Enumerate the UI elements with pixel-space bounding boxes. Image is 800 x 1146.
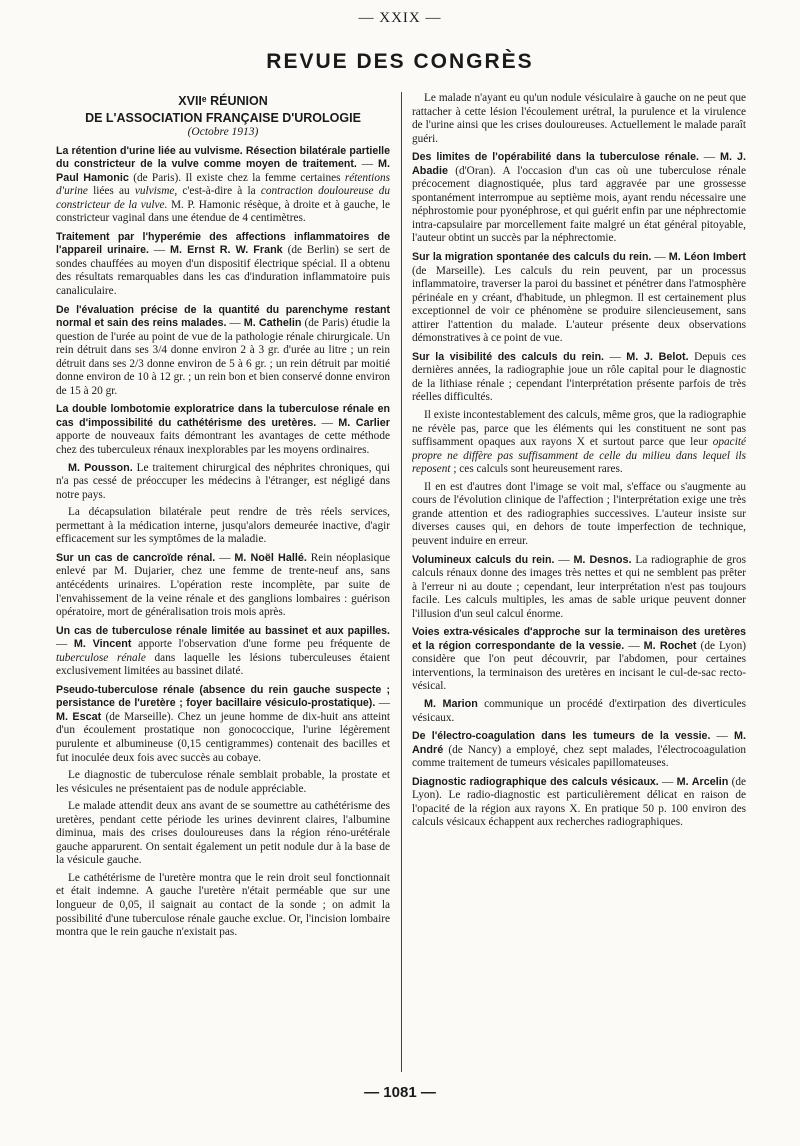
article-italic: tuberculose rénale [56, 651, 146, 664]
article-paragraph: Le malade n'ayant eu qu'un nodule vésiculaire à gauche on ne peut que rattacher à cette lésion l'écoulement urétral, la purulence et la virulence de l'urine ainsi que les crises douloureuses. Actuellement le malade paraît guéri. [412, 92, 746, 145]
article-vincent: Un cas de tuberculose rénale limitée au bassinet et aux papilles. — M. Vincent apporte l'observation d'une forme peu fréquente de tuberculose rénale dans laquelle les lésions tuberculeuses étaient exclusivement limitées au bassinet dilaté. [56, 624, 390, 678]
article-text: Il en est d'autres dont l'image se voit mal, s'efface ou s'augmente au cours de l'évolution clinique de l'affection ; l'interprétation exige une très grande attention et des radiographies successives. L'auteur insiste sur diverses causes qui, en dehors de toute imperfection de technique, peuvent induire en erreur. [412, 480, 746, 547]
article-author: M. Pousson. [68, 461, 133, 474]
article-marion [412, 698, 746, 725]
article-text: La radiographie de gros calculs rénaux donne des images très nettes et qui ne semblent pas prêter à l'erreur ni au doute ; cependant, leur interprétation n'est pas toujours facile. Les calculs multiples, les amas de sable urique peuvent donner l'illusion d'un seul calcul énorme. [412, 553, 746, 620]
article-text: (de Marseille). Les calculs du rein peuvent, par un processus inflammatoire, traverser la paroi du bassinet et pénétrer dans l'atmosphère périnéale en y créant, d'habitude, un phlegmon. Il est certainement plus exceptionnel de voir ce phénomène se produire silencieusement, sans attirer l'attention du malade. L'auteur présente deux observations démonstratives à ce point de vue. [412, 264, 746, 345]
article-text: liées au [87, 185, 135, 198]
article-text: (de Berlin) se sert de sondes chauffées au moyen d'un dispositif électrique spécial. Il a obtenu des résultats remarquables dans les cas d'induration inflammatoire puis canaliculaire. [56, 244, 390, 298]
article-hamonic: La rétention d'urine liée au vulvisme. Résection bilatérale partielle du constricteur de la vulve comme moyen de traitement. — M. Paul Hamonic (de Paris). Il existe chez la femme certaines rétentions d'urine liées au vulvisme, c'est-à-dire à la contraction douloureuse du constricteur de la vulve. M. P. Hamonic résèque, à droite et à gauche, le constricteur vaginal dans une étendue de 4 centimètres. [56, 144, 390, 225]
left-column [56, 92, 390, 1077]
article-imbert: Sur la migration spontanée des calculs du rein. — M. Léon Imbert (de Marseille). Les calculs du rein peuvent, par un processus inflammatoire, traverser la paroi du bassinet et pénétrer dans l'atmosphère périnéale en y créant, d'habitude, un phlegmon. Il est certainement plus exceptionnel de voir ce phénomène se produire silencieusement, sans attirer l'attention du malade. L'auteur présente deux observations démonstratives à ce point de vue. [412, 251, 746, 345]
article-author: M. Carlier [338, 416, 390, 429]
page-number: — 1081 — [364, 1084, 436, 1101]
article-title: Traitement par l'hyperémie des affections inflammatoires de l'appareil urinaire. [56, 230, 390, 257]
article-title: Sur la migration spontanée des calculs du rein. [412, 251, 652, 264]
article-belot: Sur la visibilité des calculs du rein. — M. J. Belot. Depuis ces dernières années, la radiographie joue un rôle capital pour le diagnostic de la lithiase rénale ; cependant l'interprétation présente parfois de très réelles difficultés. [412, 350, 746, 404]
article-title: La rétention d'urine liée au vulvisme. Résection bilatérale partielle du constricteur de la vulve comme moyen de traitement. [56, 144, 390, 171]
article-paragraph: Le cathétérisme de l'uretère montra que le rein droit seul fonctionnait et était indemne. A gauche l'uretère n'était perméable que sur une longueur de 0,05, il saignait au contact de la sonde ; on admit la possibilité d'une tuberculose rénale gauche exclue. Or, l'incision lombaire montra que le rein gauche n'existait pas. [56, 871, 390, 939]
article-text: Le traitement chirurgical des néphrites chroniques, qui n'a pas cessé de préoccuper les médecins à l'étranger, est négligé dans notre pays. [56, 461, 390, 501]
article-author: M. J. Abadie [412, 151, 746, 177]
article-paragraph [56, 506, 390, 547]
article-halle: Sur un cas de cancroïde rénal. — M. Noël Hallé. Rein néoplasique enlevé par M. Dujarier, chez une femme de trente-neuf ans, sans antécédents urinaires. L'opération reste incomplète, par suite de l'envahissement de la veine rénale et des ganglions lombaires : guérison opératoire, mort de généralisation trois mois après. [56, 551, 390, 619]
article-title: Diagnostic radiographique des calculs vésicaux. [412, 775, 659, 788]
article-andre: De l'électro-coagulation dans les tumeurs de la vessie. — M. André (de Nancy) a employé, chez sept malades, l'électrocoagulation comme traitement de tumeurs vésicales papillomateuses. [412, 730, 746, 770]
article-text: dans laquelle les lésions tuberculeuses étaient exclusivement limitées au bassinet dilaté. [56, 651, 390, 678]
article-title: Sur la visibilité des calculs du rein. [412, 350, 604, 363]
article-frank: Traitement par l'hyperémie des affections inflammatoires de l'appareil urinaire. — M. Ernst R. W. Frank (de Berlin) se sert de sondes chauffées au moyen d'un dispositif électrique spécial. Il a obtenu des résultats remarquables dans les cas d'induration inflammatoire puis canaliculaire. [56, 230, 390, 298]
article-text: Rein néoplasique enlevé par M. Dujarier, chez une femme de trente-neuf ans, sans antécédents urinaires. L'opération reste incomplète, par suite de l'envahissement de la veine rénale et des ganglions lombaires : guérison opératoire, mort de généralisation trois mois après. [56, 551, 390, 619]
article-title: Voies extra-vésicales d'approche sur la terminaison des uretères et la région correspondante de la vessie. [412, 626, 746, 652]
article-paragraph [412, 481, 746, 549]
article-author: M. Rochet [643, 639, 697, 652]
article-title: La double lombotomie exploratrice dans la tuberculose rénale en cas d'impossibilité du cathétérisme des uretères. [56, 403, 390, 429]
article-author: M. Ernst R. W. Frank [170, 244, 283, 257]
article-title: Un cas de tuberculose rénale limitée au bassinet et aux papilles. [56, 624, 390, 637]
page-roman-number: — XXIX — [358, 10, 442, 26]
article-author: M. André [412, 730, 746, 756]
article-title: Sur un cas de cancroïde rénal. [56, 551, 216, 564]
article-author: M. Vincent [73, 638, 132, 651]
article-paragraph [412, 409, 746, 477]
page-title: REVUE DES CONGRÈS [266, 50, 534, 73]
article-author: M. J. Belot. [626, 350, 689, 363]
article-italic: vulvisme, [134, 185, 178, 198]
conference-date: (Octobre 1913) [187, 126, 259, 138]
article-text: (de Paris) étudie la question de l'urée au point de vue de la pathologie rénale chirurgicale. Un rein détruit dans ses 3/4 donne environ 2 à 3 gr. d'urée au litre ; un rein détruit dans ses 2/3 donne environ de 5 à 6 gr. ; un rein détruit par moitié donne environ de 10 à 12 gr. ; un rein bon et bien conservé donne environ de 15 à 20 gr. [56, 317, 390, 397]
column-divider [401, 92, 402, 1072]
article-text: (de Lyon) considère que l'on peut découvrir, par l'abdomen, pour certaines interventions, la terminaison des uretères en incisant le cul-de-sac recto-vésical. [412, 639, 746, 693]
article-escat: Pseudo-tuberculose rénale (absence du rein gauche suspecte ; persistance de l'uretère ; foyer bacillaire vésiculo-prostatique). — M. Escat (de Marseille). Chez un jeune homme de dix-huit ans atteint d'un écoulement prostatique non gonococcique, l'urine légèrement purulente et albumineuse (0,15 centigrammes) contenait des bacilles et fut inoculée deux fois avec succès au cobaye. [56, 683, 390, 764]
article-text: c'est-à-dire à la [177, 185, 261, 198]
article-pousson [56, 462, 390, 503]
article-italic: rétentions d'urine [56, 171, 390, 198]
article-text: ; ces calculs sont heureusement rares. [450, 463, 623, 476]
article-author: M. Escat [56, 710, 102, 723]
article-author: M. Desnos. [573, 553, 632, 566]
article-text: (de Lyon). Le radio-diagnostic est particulièrement délicat en raison de l'opacité de la région aux rayons X. En pratique 50 p. 100 environ des calculs vésicaux échappent aux recherches radiographiques. [412, 775, 746, 829]
article-author: M. Léon Imbert [668, 251, 746, 264]
article-text: communique un procédé d'extirpation des diverticules vésicaux. [412, 697, 746, 724]
article-text: (de Nancy) a employé, chez sept malades, l'électrocoagulation comme traitement de tumeurs vésicales papillomateuses. [412, 743, 746, 770]
article-italic: opacité propre ne diffère pas suffisamment de celle du milieu dans lequel ils reposent [412, 436, 746, 476]
article-text: Il existe incontestablement des calculs, même gros, que la radiographie ne révèle pas, parce que les éléments qui les constituent ne sont pas suffisamment opaques aux rayons X et surtout parce que leur [412, 409, 746, 449]
article-paragraph: Le malade attendit deux ans avant de se soumettre au cathétérisme des uretères, pendant cette période les urines devinrent claires, l'albumine diminua, mais des crises douloureuses dans la région réno-urétérale gauche apparurent. On sentait également un petit nodule dur à la base de la vésicule gauche. [56, 800, 390, 867]
article-title: De l'évaluation précise de la quantité du parenchyme restant normal et sain des reins malades. [56, 303, 390, 330]
article-rochet: Voies extra-vésicales d'approche sur la terminaison des uretères et la région correspondante de la vessie. — M. Rochet (de Lyon) considère que l'on peut découvrir, par l'abdomen, pour certaines interventions, la terminaison des uretères en incisant le cul-de-sac recto-vésical. [412, 626, 746, 693]
article-author: M. Arcelin [676, 775, 729, 788]
article-text: (de Marseille). Chez un jeune homme de dix-huit ans atteint d'un écoulement prostatique non gonococcique, l'urine légèrement purulente et albumineuse (0,15 centigrammes) contenait des bacilles et fut inoculée deux fois avec succès au cobaye. [56, 710, 390, 764]
article-text: apporte de nouveaux faits démontrant les avantages de cette méthode chez des tuberculeux rénaux inexplorables par les moyens ordinaires. [56, 430, 390, 457]
article-text: apporte l'observation d'une forme peu fréquente de [131, 638, 390, 651]
article-carlier: La double lombotomie exploratrice dans la tuberculose rénale en cas d'impossibilité du cathétérisme des uretères. — M. Carlier apporte de nouveaux faits démontrant les avantages de cette méthode chez des tuberculeux rénaux inexplorables par les moyens ordinaires. [56, 403, 390, 457]
article-title: Volumineux calculs du rein. [412, 553, 555, 566]
article-title: Pseudo-tuberculose rénale (absence du rein gauche suspecte ; persistance de l'uretère ; foyer bacillaire vésiculo-prostatique). [56, 683, 390, 710]
conference-title-line1: XVIIᵉ RÉUNION [178, 94, 268, 108]
article-author: M. Cathelin [243, 317, 302, 330]
article-author: M. Noël Hallé. [234, 551, 307, 564]
article-italic: contraction douloureuse du constricteur de la vulve. [56, 185, 390, 211]
article-arcelin: Diagnostic radiographique des calculs vésicaux. — M. Arcelin (de Lyon). Le radio-diagnostic est particulièrement délicat en raison de l'opacité de la région aux rayons X. En pratique 50 p. 100 environ des calculs vésicaux échappent aux recherches radiographiques. [412, 775, 746, 829]
article-text: M. P. Hamonic résèque, à droite et à gauche, le constricteur vaginal dans une étendue de 4 centimètres. [56, 198, 390, 225]
article-text: La décapsulation bilatérale peut rendre de très réels services, permettant à la médication interne, jusqu'alors demeurée inactive, d'agir efficacement sur les symptômes de la maladie. [56, 506, 390, 546]
article-author: M. Marion [424, 697, 478, 710]
article-title: De l'électro-coagulation dans les tumeurs de la vessie. [412, 730, 711, 743]
article-text: Depuis ces dernières années, la radiographie joue un rôle capital pour le diagnostic de la lithiase rénale ; cependant l'interprétation présente parfois de très réelles difficultés. [412, 350, 746, 404]
right-column [412, 92, 746, 1077]
article-text: (de Paris). Il existe chez la femme certaines [128, 171, 345, 184]
article-text: (d'Oran). A l'occasion d'un cas où une tuberculose rénale précocement diagnostiquée, plus tard aggravée par une grossesse spontanément interrompue au septième mois, ayant rendu nécessaire une néphrostomie pour pyonéphrose, et qui guérit enfin par une néphrectomie intra-capsulaire par morcellement faite malgré un état général pitoyable, l'auteur obtint un succès par la néphrectomie. [412, 164, 746, 245]
article-paragraph: Le diagnostic de tuberculose rénale semblait probable, la prostate et les vésicules ne présentaient pas de nodule appréciable. [56, 769, 390, 795]
article-author: M. Paul Hamonic [56, 158, 390, 184]
article-desnos: Volumineux calculs du rein. — M. Desnos. La radiographie de gros calculs rénaux donne des images très nettes et qui ne semblent pas prêter à l'erreur ni au doute ; cependant, leur interprétation n'est pas toujours facile. Les calculs multiples, les amas de sable urique peuvent donner l'illusion d'un seul calcul énorme. [412, 553, 746, 620]
article-abadie: Des limites de l'opérabilité dans la tuberculose rénale. — M. J. Abadie (d'Oran). A l'occasion d'un cas où une tuberculose rénale précocement diagnostiquée, plus tard aggravée par une grossesse spontanément interrompue au septième mois, ayant rendu nécessaire une néphrostomie pour pyonéphrose, et qui guérit enfin par une néphrectomie intra-capsulaire par morcellement faite malgré un état général pitoyable, l'auteur obtint un succès par la néphrectomie. [412, 151, 746, 245]
article-cathelin: De l'évaluation précise de la quantité du parenchyme restant normal et sain des reins malades. — M. Cathelin (de Paris) étudie la question de l'urée au point de vue de la pathologie rénale chirurgicale. Un rein détruit dans ses 3/4 donne environ 2 à 3 gr. d'urée au litre ; un rein détruit dans ses 2/3 donne environ de 5 à 6 gr. ; un rein détruit par moitié donne environ de 10 à 12 gr. ; un rein bon et bien conservé donne environ de 15 à 20 gr. [56, 303, 390, 397]
conference-title-line2: DE L'ASSOCIATION FRANÇAISE D'UROLOGIE [85, 111, 361, 125]
article-title: Des limites de l'opérabilité dans la tuberculose rénale. [412, 151, 699, 164]
